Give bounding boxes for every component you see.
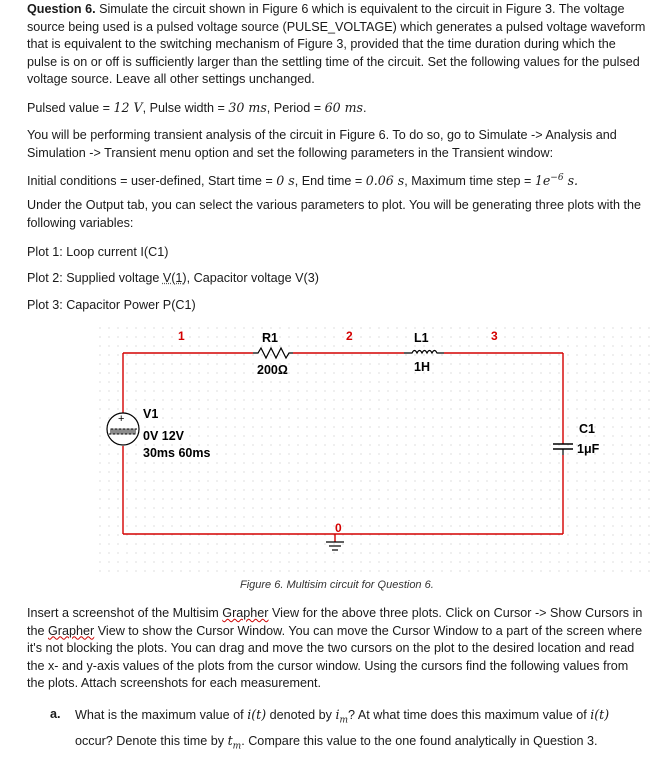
period-label: , Period = bbox=[266, 101, 325, 115]
end-time: 0.06 s bbox=[365, 173, 405, 189]
c1-name: C1 bbox=[579, 422, 595, 436]
v1-timing: 30ms 60ms bbox=[143, 446, 211, 460]
pulse-value: 12 V bbox=[113, 100, 143, 115]
period-value: 60 ms bbox=[324, 100, 363, 115]
max-step-unit: s. bbox=[563, 173, 579, 189]
plot2-prefix: Plot 2: Supplied voltage bbox=[27, 271, 163, 285]
plot1-line: Plot 1: Loop current I(C1) bbox=[27, 245, 169, 259]
question-heading: Question 6. bbox=[27, 2, 96, 16]
max-label: , Maximum time step = bbox=[404, 174, 535, 189]
item-a-number: a. bbox=[50, 707, 61, 721]
svg-text:+: + bbox=[118, 413, 125, 425]
insert-part-a: Insert a screenshot of the Multisim bbox=[27, 606, 223, 620]
r1-name: R1 bbox=[262, 331, 278, 345]
circuit-diagram bbox=[0, 318, 661, 588]
l1-value: 1H bbox=[414, 360, 430, 374]
max-step-exp: −6 bbox=[550, 173, 564, 183]
pulse-prefix: Pulsed value = bbox=[27, 101, 114, 115]
max-step-base: 1e bbox=[534, 173, 551, 189]
initial-conditions bbox=[27, 170, 649, 191]
v1-name: V1 bbox=[143, 407, 159, 421]
node-label-1: 1 bbox=[178, 329, 185, 343]
r1-value: 200Ω bbox=[257, 363, 288, 377]
period-end: . bbox=[363, 101, 367, 115]
question-intro: Simulate the circuit shown in Figure 6 which is equivalent to the circuit in Figure 3. The voltage source being used is a pulsed voltage source (PULSE_VOLTAGE) which generates a pulsed voltage waveform that is equivalent to the switching mechanism of Figure 3, provided that the time duration during which the pulse is on or off is sufficiently larger than the settling time of the circuit. Set the following values for the pulsed voltage source. Leave all other settings unchanged. bbox=[27, 2, 646, 87]
transient-paragraph: You will be performing transient analysis of the circuit in Figure 6. To do so, go to Simulate -> Analysis and Simulation -> Transient menu option and set the following parameters in the Transient window: bbox=[27, 128, 617, 160]
pulse-source-v1-symbol bbox=[107, 413, 139, 445]
figure-caption: Figure 6. Multisim circuit for Question 6. bbox=[240, 579, 434, 591]
insert-part-b: View for the above three plots. Click on Cursor -> Show Cursors in the bbox=[27, 606, 643, 638]
plot2-suffix: , Capacitor voltage V(3) bbox=[186, 271, 319, 285]
plot2-line bbox=[27, 270, 649, 288]
question-paragraph bbox=[27, 1, 649, 89]
insert-part-c: View to show the Cursor Window. You can move the Cursor Window to a part of the screen where it's not blocking the plots. You can drag and move the two cursors on the plot to the desired location and read the x- and y-axis values of the plots from the cursor window. Using the cursors find the following values from the plots. Attach screenshots for each measurement. bbox=[27, 623, 643, 691]
start-time: 0 s bbox=[276, 173, 295, 189]
l1-name: L1 bbox=[414, 331, 429, 345]
init-prefix: Initial conditions = user-defined, Start time = bbox=[27, 174, 277, 189]
v1-voltages: 0V 12V bbox=[143, 429, 185, 443]
insert-paragraph bbox=[27, 605, 649, 693]
pulse-width-label: , Pulse width = bbox=[142, 101, 229, 115]
item-a-text: What is the maximum value of i(t) denoted by $i_m$? At what time does this maximum value of i(t) occur? Denote this time by $t_m$. Compare this value to the one found analytically in Question 3. bbox=[75, 707, 610, 752]
pulse-width-value: 30 ms bbox=[228, 100, 267, 115]
plot3-line: Plot 3: Capacitor Power P(C1) bbox=[27, 298, 196, 312]
node-label-3: 3 bbox=[491, 329, 498, 343]
output-paragraph: Under the Output tab, you can select the various parameters to plot. You will be generating three plots with the following variables: bbox=[27, 198, 641, 230]
c1-value: 1μF bbox=[577, 442, 600, 456]
end-label: , End time = bbox=[294, 174, 366, 189]
node-label-0: 0 bbox=[335, 521, 342, 535]
pulse-settings bbox=[27, 99, 649, 118]
grapher-word-1: Grapher bbox=[222, 606, 269, 620]
node-label-2: 2 bbox=[346, 329, 353, 343]
grapher-word-2: Grapher bbox=[48, 623, 95, 638]
plot2-v1: V(1) bbox=[162, 271, 187, 285]
